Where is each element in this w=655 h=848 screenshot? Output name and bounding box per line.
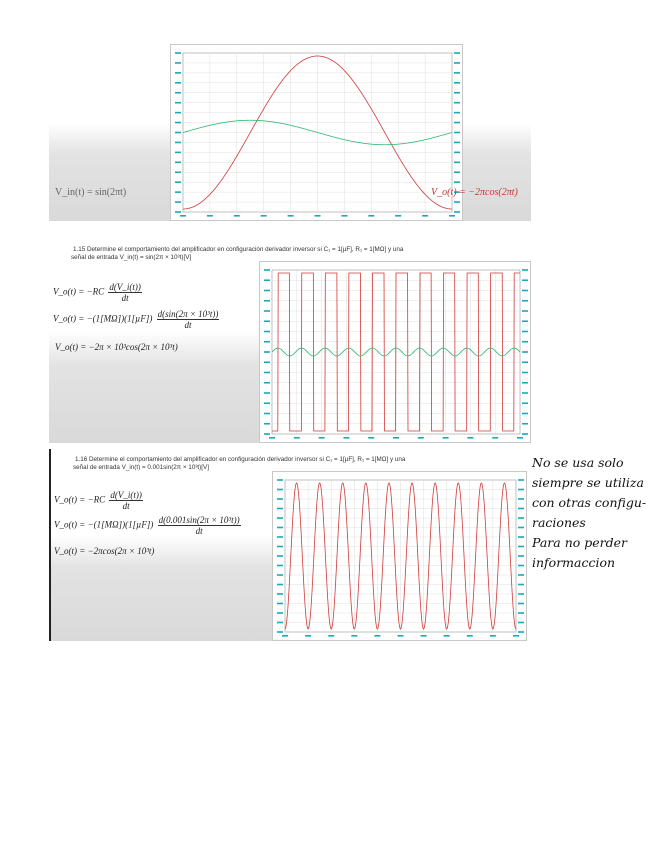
tick-bottom [328,635,334,637]
eq-3-3: V_o(t) = −2πcos(2π × 10³t) [54,546,155,556]
tick-bottom [490,635,496,637]
tick-left [175,142,181,144]
tick-left [264,392,270,394]
problem-1-15 [73,246,403,262]
tick-bottom [319,437,325,439]
tick-left [175,102,181,104]
tick-bottom [517,437,523,439]
tick-bottom [343,437,349,439]
tick-right [454,181,460,183]
tick-left [264,413,270,415]
tick-right [454,142,460,144]
tick-right [522,341,528,343]
tick-right [522,433,528,435]
problem-1-15-line1: 1.15 Determine el comportamiento del amplificador en configuración derivador inversor si C₁ = 1[µF], R₁ = 1[MΩ] y una [73,246,404,253]
tick-left [175,171,181,173]
tick-left [277,584,283,586]
tick-right [518,584,524,586]
eq-3-2-lhs: V_o(t) = −(1[MΩ])(1[µF]) [54,519,154,530]
tick-left [175,82,181,84]
tick-right [518,479,524,481]
handwritten-note [532,453,654,573]
note-line: Para no perder [532,535,628,550]
tick-right [518,631,524,633]
tick-right [518,593,524,595]
output-label: V_o(t) = −2πcos(2πt) [431,187,518,198]
tick-right [522,361,528,363]
oscilloscope-3 [272,471,527,641]
tick-right [454,152,460,154]
tick-right [518,612,524,614]
tick-bottom [492,437,498,439]
tick-bottom [467,437,473,439]
scope-1-plot [171,45,464,221]
tick-right [518,603,524,605]
eq-2-1-num: d(V_i(t)) [109,282,141,292]
tick-bottom [467,635,473,637]
eq-3-1 [54,490,143,511]
tick-left [277,603,283,605]
tick-bottom [294,437,300,439]
tick-right [518,546,524,548]
tick-left [264,382,270,384]
eq-3-1-den: dt [122,501,130,511]
problem-1-16 [75,456,405,472]
note-line: raciones [532,515,586,530]
tick-bottom [180,215,186,217]
eq-2-1-lhs: V_o(t) = −RC [53,286,105,297]
tick-right [522,269,528,271]
tick-bottom [398,635,404,637]
eq-3-2-num: d(0.001sin(2π × 10³t)) [158,515,240,525]
oscilloscope-2 [259,261,531,443]
tick-left [277,517,283,519]
tick-bottom [513,635,519,637]
eq-2-1-den: dt [121,293,129,303]
tick-bottom [418,437,424,439]
tick-right [518,565,524,567]
tick-right [518,498,524,500]
tick-left [277,612,283,614]
panel-2 [49,239,531,443]
tick-bottom [288,215,294,217]
tick-bottom [315,215,321,217]
tick-left [277,631,283,633]
tick-right [522,300,528,302]
tick-right [454,112,460,114]
tick-right [454,211,460,213]
eq-2-3: V_o(t) = −2π × 10³cos(2π × 10³t) [55,342,178,352]
tick-right [518,527,524,529]
note-line: con otras configu- [532,495,647,510]
tick-right [518,508,524,510]
tick-left [175,92,181,94]
eq-2-1 [53,282,142,303]
problem-1-16-line1: 1.16 Determine el comportamiento del amplificador en configuración derivador inversor si C₁ = 1[µF], R₁ = 1[MΩ] y una [75,456,406,463]
tick-left [175,132,181,134]
tick-right [518,555,524,557]
tick-right [518,574,524,576]
panel-3 [49,449,527,641]
eq-3-2 [54,515,241,536]
tick-left [175,122,181,124]
tick-left [175,52,181,54]
tick-bottom [421,635,427,637]
tick-left [277,498,283,500]
tick-right [522,372,528,374]
tick-right [454,122,460,124]
tick-left [277,574,283,576]
tick-right [522,310,528,312]
tick-right [454,162,460,164]
eq-2-2-den: dt [184,320,192,330]
tick-bottom [444,635,450,637]
tick-right [518,622,524,624]
tick-bottom [341,215,347,217]
tick-right [522,423,528,425]
tick-bottom [393,437,399,439]
tick-left [264,320,270,322]
input-label: V_in(t) = sin(2πt) [55,187,127,198]
tick-left [277,593,283,595]
tick-left [277,489,283,491]
tick-bottom [368,215,374,217]
tick-left [175,162,181,164]
eq-2-2-num: d(sin(2π × 10³t)) [157,309,219,319]
tick-right [522,290,528,292]
tick-bottom [305,635,311,637]
margin-bar [49,449,51,641]
tick-bottom [443,437,449,439]
tick-right [522,351,528,353]
tick-left [264,269,270,271]
tick-bottom [351,635,357,637]
tick-right [454,82,460,84]
tick-bottom [368,437,374,439]
tick-bottom [269,437,275,439]
note-line: No se usa solo [532,455,624,470]
tick-left [264,341,270,343]
tick-left [175,201,181,203]
tick-left [175,181,181,183]
tick-right [454,62,460,64]
tick-left [264,372,270,374]
tick-bottom [207,215,213,217]
tick-left [277,508,283,510]
note-line: siempre se utiliza [532,475,644,490]
tick-bottom [374,635,380,637]
tick-left [175,72,181,74]
tick-left [277,622,283,624]
tick-left [264,361,270,363]
scope-3-plot [273,472,527,641]
tick-bottom [395,215,401,217]
tick-right [454,171,460,173]
tick-left [175,62,181,64]
eq-3-1-lhs: V_o(t) = −RC [54,494,106,505]
tick-right [518,536,524,538]
tick-left [175,211,181,213]
tick-left [277,555,283,557]
tick-left [264,351,270,353]
tick-right [522,402,528,404]
tick-right [522,331,528,333]
tick-right [454,52,460,54]
problem-1-15-line2: señal de entrada V_in(t) = sin(2π × 10³t)[V] [71,254,192,261]
tick-left [277,536,283,538]
tick-right [518,517,524,519]
tick-left [264,423,270,425]
tick-left [264,300,270,302]
tick-left [175,191,181,193]
tick-left [277,546,283,548]
tick-left [264,279,270,281]
tick-right [454,102,460,104]
problem-1-16-line2: señal de entrada V_in(t) = 0.001sin(2π × 10³t)[V] [73,464,209,471]
tick-bottom [449,215,455,217]
oscilloscope-1 [170,44,463,221]
tick-left [277,479,283,481]
tick-right [522,320,528,322]
eq-3-1-num: d(V_i(t)) [110,490,142,500]
tick-right [454,72,460,74]
tick-left [264,402,270,404]
tick-bottom [422,215,428,217]
tick-left [175,112,181,114]
eq-2-2-lhs: V_o(t) = −(1[MΩ])(1[µF]) [53,313,153,324]
tick-bottom [282,635,288,637]
tick-left [277,565,283,567]
tick-right [522,392,528,394]
tick-right [454,201,460,203]
tick-right [454,132,460,134]
tick-left [264,433,270,435]
tick-right [518,489,524,491]
tick-left [175,152,181,154]
tick-right [454,92,460,94]
eq-2-2 [53,309,219,330]
note-line: informaccion [532,555,616,570]
panel-1 [49,44,531,221]
tick-right [522,382,528,384]
tick-left [264,290,270,292]
eq-3-2-den: dt [195,526,203,536]
tick-left [277,527,283,529]
tick-bottom [261,215,267,217]
tick-left [264,331,270,333]
scope-2-plot [260,262,531,443]
tick-right [522,279,528,281]
tick-bottom [234,215,240,217]
tick-right [522,413,528,415]
tick-left [264,310,270,312]
